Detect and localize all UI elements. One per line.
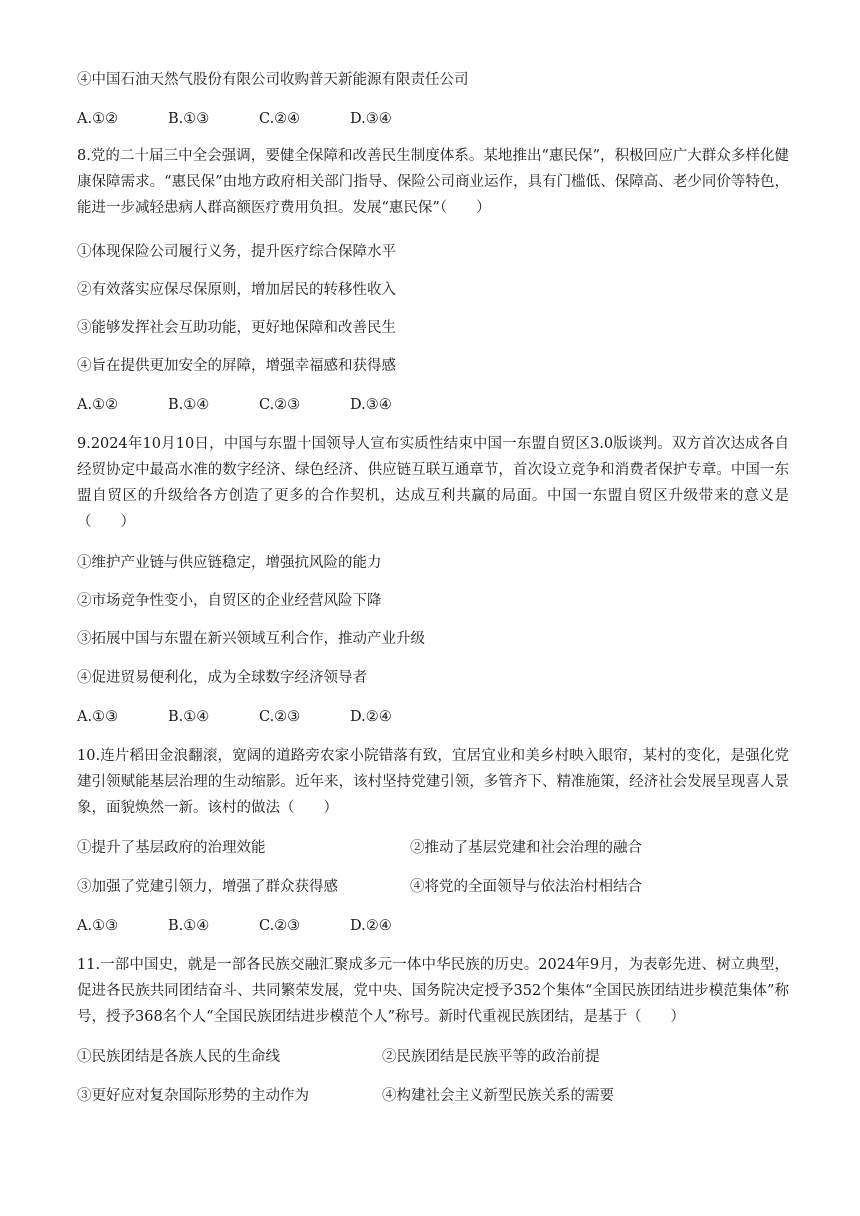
q7-option-a: A.①② (77, 111, 119, 127)
q10-items-row-2 (77, 877, 789, 897)
q11-items-row-1 (77, 1047, 789, 1067)
q9-stem: 9.2024年10月10日，中国与东盟十国领导人宣布实质性结束中国一东盟自贸区3.0版谈判。双方首次达成各自经贸协定中最高水准的数字经济、绿色经济、供应链互联互通章节，首次设立竞争和消费者保护专章。中国一东盟自贸区的升级给各方创造了更多的合作契机，达成互利共赢的局面。中国一东盟自贸区升级带来的意义是（ ） (77, 436, 789, 530)
q10-option-d: D.②④ (350, 918, 392, 934)
q8-item-3: ③能够发挥社会互助功能，更好地保障和改善民生 (77, 320, 396, 336)
q7-item-4: ④中国石油天然气股份有限公司收购普天新能源有限责任公司 (77, 72, 469, 88)
q10-item-4: ④将党的全面领导与依法治村相结合 (410, 879, 642, 895)
q9-option-c: C.②③ (259, 709, 301, 725)
q9-option-a: A.①③ (77, 709, 119, 725)
q11-items-row-2 (77, 1086, 789, 1106)
q10-item-3: ③加强了党建引领力，增强了群众获得感 (77, 879, 338, 895)
q7-option-b: B.①③ (168, 111, 210, 127)
q11-item-4: ④构建社会主义新型民族关系的需要 (382, 1088, 614, 1104)
q9-item-3: ③拓展中国与东盟在新兴领域互利合作，推动产业升级 (77, 631, 425, 647)
q8-option-d: D.③④ (350, 397, 392, 413)
q8-option-a: A.①② (77, 397, 119, 413)
q10-option-b: B.①④ (168, 918, 210, 934)
q9-item-4: ④促进贸易便利化，成为全球数字经济领导者 (77, 670, 367, 686)
q8-stem: 8.党的二十届三中全会强调，要健全保障和改善民生制度体系。某地推出“惠民保”，积极回应广大群众多样化健康保障需求。“惠民保”由地方政府相关部门指导、保险公司商业运作，具有门槛低、保障高、老少同价等特色，能进一步减轻患病人群高额医疗费用负担。发展“惠民保”（ ） (77, 148, 789, 216)
q8-option-b: B.①④ (168, 397, 210, 413)
q10-option-a: A.①③ (77, 918, 119, 934)
q9-item-2: ②市场竞争性变小，自贸区的企业经营风险下降 (77, 593, 382, 609)
q11-stem: 11.一部中国史，就是一部各民族交融汇聚成多元一体中华民族的历史。2024年9月，为表彰先进、树立典型，促进各民族共同团结奋斗、共同繁荣发展，党中央、国务院决定授予352个集体“全国民族团结进步模范集体”称号，授予368名个人“全国民族团结进步模范个人”称号。新时代重视民族团结，是基于（ ） (77, 957, 789, 1025)
q8-option-c: C.②③ (259, 397, 301, 413)
q10-items-row-1 (77, 838, 789, 858)
q8-item-1: ①体现保险公司履行义务，提升医疗综合保障水平 (77, 244, 396, 260)
q11-item-3: ③更好应对复杂国际形势的主动作为 (77, 1088, 309, 1104)
q9-item-1: ①维护产业链与供应链稳定，增强抗风险的能力 (77, 555, 382, 571)
q10-item-2: ②推动了基层党建和社会治理的融合 (410, 840, 642, 856)
q11-item-1: ①民族团结是各族人民的生命线 (77, 1049, 280, 1065)
q9-option-b: B.①④ (168, 709, 210, 725)
q8-item-4: ④旨在提供更加安全的屏障，增强幸福感和获得感 (77, 358, 396, 374)
q8-item-2: ②有效落实应保尽保原则，增加居民的转移性收入 (77, 282, 396, 298)
q10-stem: 10.连片稻田金浪翻滚，宽阔的道路旁农家小院错落有致，宜居宜业和美乡村映入眼帘，某村的变化，是强化党建引领赋能基层治理的生动缩影。近年来，该村坚持党建引领，多管齐下、精准施策，经济社会发展呈现喜人景象，面貌焕然一新。该村的做法（ ） (77, 748, 789, 816)
q10-item-1: ①提升了基层政府的治理效能 (77, 840, 266, 856)
q7-option-d: D.③④ (350, 111, 392, 127)
q11-item-2: ②民族团结是民族平等的政治前提 (382, 1049, 600, 1065)
q9-option-d: D.②④ (350, 709, 392, 725)
q10-option-c: C.②③ (259, 918, 301, 934)
q7-option-c: C.②④ (259, 111, 301, 127)
